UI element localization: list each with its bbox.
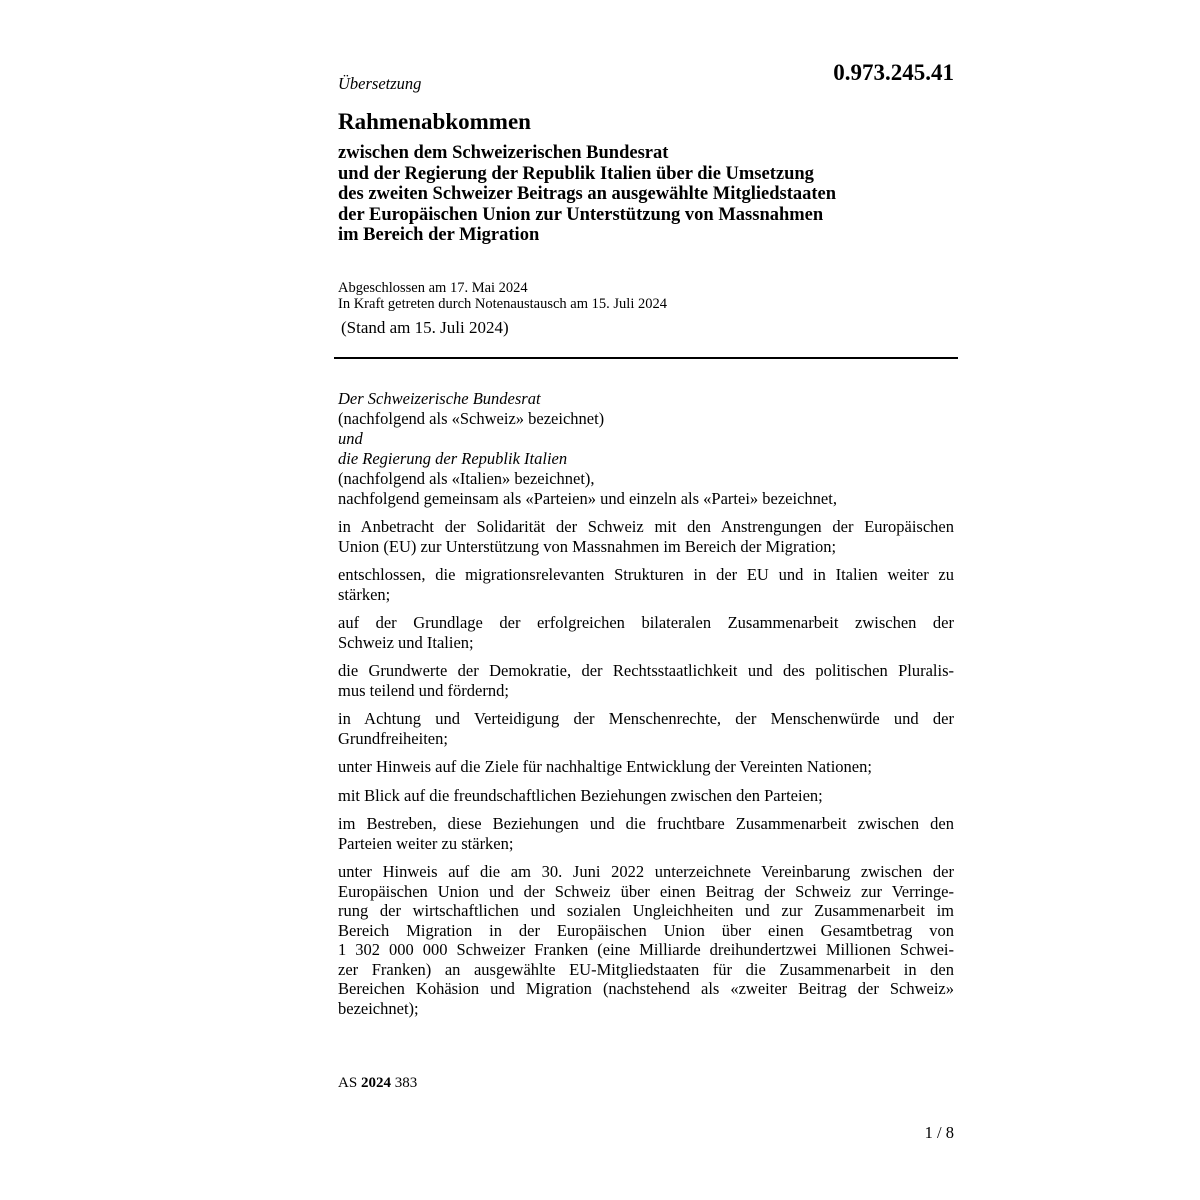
subtitle-line: im Bereich der Migration bbox=[338, 225, 540, 245]
subtitle-line: des zweiten Schweizer Beitrags an ausgewählte Mitgliedstaaten bbox=[338, 184, 837, 204]
translation-label: Übersetzung bbox=[338, 74, 422, 93]
status-date: (Stand am 15. Juli 2024) bbox=[341, 318, 509, 337]
preamble-line: 1 302 000 000 Schweizer Franken (eine Milliarde dreihundertzwei Millionen Schwei- bbox=[338, 940, 954, 959]
preamble-line: Bereichen Kohäsion und Migration (nachstehend als «zweiter Beitrag der Schweiz» bbox=[338, 979, 954, 998]
preamble-line: in Anbetracht der Solidarität der Schweiz mit den Anstrengungen der Europäischen bbox=[338, 517, 954, 536]
preamble-line: Parteien weiter zu stärken; bbox=[338, 833, 514, 853]
as-year: 2024 bbox=[360, 1075, 391, 1091]
sr-number: 0.973.245.41 bbox=[833, 60, 954, 85]
preamble-line: in Achtung und Verteidigung der Menschenrechte, der Menschenwürde und der bbox=[338, 709, 954, 728]
subtitle-line: und der Regierung der Republik Italien über die Umsetzung bbox=[338, 163, 814, 184]
in-force-date: In Kraft getreten durch Notenaustausch am 15. Juli 2024 bbox=[338, 296, 667, 312]
preamble-line: Europäischen Union und der Schweiz über einen Beitrag der Schweiz zur Verringe- bbox=[338, 881, 954, 901]
party-1: Der Schweizerische Bundesrat bbox=[338, 389, 541, 408]
official-compilation-ref bbox=[338, 1075, 417, 1092]
preamble-paragraph bbox=[338, 786, 954, 806]
preamble-paragraph bbox=[338, 613, 954, 652]
document-subtitle bbox=[338, 143, 958, 246]
preamble-line: rung der wirtschaftlichen und sozialen Ungleichheiten und zur Zusammenarbeit im bbox=[338, 901, 954, 920]
page-number: 1 / 8 bbox=[924, 1123, 954, 1142]
preamble-line: unter Hinweis auf die am 30. Juni 2022 unterzeichnete Vereinbarung zwischen der bbox=[338, 862, 954, 881]
preamble-line: entschlossen, die migrationsrelevanten Strukturen in der EU und in Italien weiter zu bbox=[338, 565, 954, 584]
party-1-note: (nachfolgend als «Schweiz» bezeichnet) bbox=[338, 409, 605, 428]
preamble bbox=[338, 517, 954, 1027]
preamble-line: mus teilend und fördernd; bbox=[338, 680, 509, 700]
concluded-date: Abgeschlossen am 17. Mai 2024 bbox=[338, 280, 528, 296]
preamble-line: bezeichnet); bbox=[338, 998, 419, 1018]
subtitle-line: der Europäischen Union zur Unterstützung von Massnahmen bbox=[338, 204, 824, 225]
as-prefix: AS bbox=[338, 1075, 358, 1091]
document-meta bbox=[338, 280, 667, 312]
preamble-paragraph bbox=[338, 757, 954, 777]
preamble-paragraph bbox=[338, 517, 954, 556]
preamble-line: unter Hinweis auf die Ziele für nachhaltige Entwicklung der Vereinten Nationen; bbox=[338, 757, 872, 776]
conjunction: und bbox=[338, 429, 363, 448]
preamble-paragraph bbox=[338, 661, 954, 700]
preamble-line: zer Franken) an ausgewählte EU-Mitgliedstaaten für die Zusammenarbeit in den bbox=[338, 959, 954, 979]
party-2: die Regierung der Republik Italien bbox=[338, 449, 568, 468]
preamble-line: Union (EU) zur Unterstützung von Massnahmen im Bereich der Migration; bbox=[338, 536, 837, 556]
preamble-line: im Bestreben, diese Beziehungen und die fruchtbare Zusammenarbeit zwischen den bbox=[338, 814, 954, 833]
preamble-paragraph bbox=[338, 814, 954, 853]
preamble-line: Grundfreiheiten; bbox=[338, 728, 448, 748]
subtitle-line: zwischen dem Schweizerischen Bundesrat bbox=[338, 143, 669, 163]
preamble-paragraph bbox=[338, 862, 954, 1018]
preamble-paragraph bbox=[338, 709, 954, 748]
parties-block bbox=[338, 389, 954, 509]
preamble-paragraph bbox=[338, 565, 954, 604]
preamble-line: Schweiz und Italien; bbox=[338, 632, 474, 652]
header-divider bbox=[334, 357, 958, 359]
as-page: 383 bbox=[394, 1075, 418, 1091]
preamble-line: auf der Grundlage der erfolgreichen bilateralen Zusammenarbeit zwischen der bbox=[338, 613, 954, 632]
preamble-line: Bereich Migration in der Europäischen Union über einen Gesamtbetrag von bbox=[338, 920, 954, 940]
party-2-note: (nachfolgend als «Italien» bezeichnet), bbox=[338, 469, 595, 488]
document-title: Rahmenabkommen bbox=[338, 109, 531, 134]
preamble-line: mit Blick auf die freundschaftlichen Beziehungen zwischen den Parteien; bbox=[338, 785, 823, 805]
preamble-line: stärken; bbox=[338, 584, 391, 604]
joint-note: nachfolgend gemeinsam als «Parteien» und einzeln als «Partei» bezeichnet, bbox=[338, 489, 837, 508]
preamble-line: die Grundwerte der Demokratie, der Rechtsstaatlichkeit und des politischen Pluralis- bbox=[338, 661, 954, 680]
